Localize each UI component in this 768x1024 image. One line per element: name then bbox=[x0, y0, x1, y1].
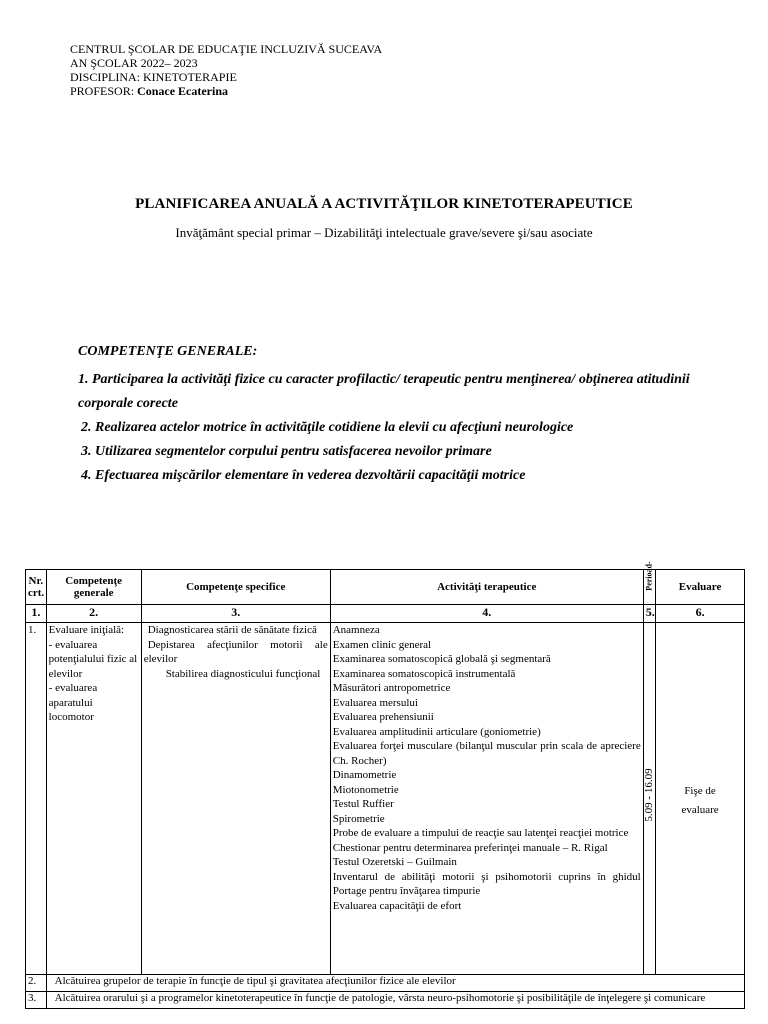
row-number: 3. bbox=[26, 992, 47, 1009]
competence-item: 3. Utilizarea segmentelor corpului pentru satisfacerea nevoilor primare bbox=[81, 444, 492, 459]
activities-cell bbox=[330, 623, 643, 975]
activity: Anamneza bbox=[332, 624, 380, 636]
specific-competence: Depistarea afecţiunilor motorii ale elevilor bbox=[143, 638, 328, 665]
header-specifice: Competenţe specifice bbox=[141, 570, 330, 605]
header-nr: Nr. crt. bbox=[26, 570, 47, 605]
activity: Evaluarea amplitudinii articulare (goniometrie) bbox=[332, 725, 541, 738]
document-title: PLANIFICAREA ANUALĂ A ACTIVITĂŢILOR KINETOTERAPEUTICE bbox=[135, 196, 633, 212]
evaluation-text: Fişe de bbox=[684, 785, 716, 797]
row-number: 1. bbox=[26, 623, 47, 975]
activity: Evaluarea capacităţii de efort bbox=[332, 899, 462, 912]
activity: Probe de evaluare a timpului de reacţie sau latenţei reacţiei motrice bbox=[332, 827, 629, 839]
activity: Dinamometrie bbox=[332, 769, 397, 781]
professor-name: Conace Ecaterina bbox=[137, 84, 229, 98]
school-name: CENTRUL ŞCOLAR DE EDUCAŢIE INCLUZIVĂ SUCEAVA bbox=[70, 42, 383, 56]
competence-item: 4. Efectuarea mişcărilor elementare în vederea dezvoltării capacităţii motrice bbox=[81, 468, 526, 483]
activity: Evaluarea prehensiunii bbox=[332, 711, 434, 723]
activity: Miotonometrie bbox=[332, 783, 399, 796]
activity: Examen clinic general bbox=[332, 638, 432, 651]
activity: Testul Ozeretski – Guilmain bbox=[332, 856, 457, 868]
professor bbox=[70, 84, 382, 98]
document-subtitle: Invăţământ special primar – Dizabilităţi intelectuale grave/severe şi/sau asociate bbox=[175, 225, 593, 240]
general-competence-line: - evaluarea potenţialului fizic al elevilor bbox=[48, 638, 138, 680]
row-number: 2. bbox=[26, 975, 47, 992]
column-number: 4. bbox=[330, 605, 643, 623]
activity: Testul Ruffier bbox=[332, 798, 394, 810]
activity: Examinarea somatoscopică globală şi segmentară bbox=[332, 653, 551, 665]
table-row bbox=[26, 992, 745, 1009]
table-row bbox=[26, 623, 745, 975]
planning-table bbox=[25, 561, 745, 1009]
evaluation-text: evaluare bbox=[681, 803, 719, 816]
period-cell bbox=[643, 623, 655, 975]
header-evaluare: Evaluare bbox=[656, 570, 745, 605]
activity: Examinarea somatoscopică instrumentală bbox=[332, 667, 516, 680]
activity: Măsurători antropometrice bbox=[332, 682, 451, 694]
period-value: 5.09 - 16.09 bbox=[643, 768, 656, 822]
specific-competence: Stabilirea diagnosticului funcţional bbox=[165, 667, 321, 680]
school-year: AN ŞCOLAR 2022– 2023 bbox=[70, 56, 198, 70]
activity: Evaluarea mersului bbox=[332, 696, 418, 709]
competence-item: 2. Realizarea actelor motrice în activităţile cotidiene la elevii cu afecţiuni neurologice bbox=[81, 420, 574, 435]
competence-item: 1. Participarea la activităţi fizice cu caracter profilactic/ terapeutic pentru menţinerea/ obţinerea atitudinii corporale corecte bbox=[78, 372, 690, 411]
general-competence-line: Evaluare iniţială: bbox=[48, 624, 125, 636]
table-header-row bbox=[26, 570, 745, 605]
column-number-row bbox=[26, 605, 745, 623]
header-perioada bbox=[643, 561, 655, 605]
header-generale: Competenţe generale bbox=[46, 570, 141, 605]
document-header bbox=[70, 42, 382, 98]
specific-competence-cell bbox=[141, 623, 330, 975]
activity: Spirometrie bbox=[332, 812, 385, 825]
column-number: 3. bbox=[141, 605, 330, 623]
activity: Chestionar pentru determinarea preferinţei manuale – R. Rigal bbox=[332, 841, 608, 854]
column-number: 5. bbox=[643, 605, 655, 623]
competences-heading: COMPETENŢE GENERALE: bbox=[78, 344, 258, 359]
column-number: 1. bbox=[26, 605, 47, 623]
activity: Evaluarea forţei musculare (bilanţul muscular prin scala de apreciere Ch. Rocher) bbox=[332, 740, 641, 767]
specific-competence: Diagnosticarea stării de sănătate fizică bbox=[147, 624, 317, 636]
row-text: Alcătuirea grupelor de terapie în funcţie de tipul şi gravitatea afecţiunilor fizice ale elevilor bbox=[46, 975, 744, 992]
column-number: 2. bbox=[46, 605, 141, 623]
header-perioada-text: Perioad- bbox=[644, 561, 654, 591]
table-row bbox=[26, 975, 745, 992]
evaluation-cell bbox=[656, 623, 745, 975]
discipline: DISCIPLINA: KINETOTERAPIE bbox=[70, 70, 237, 84]
column-number: 6. bbox=[656, 605, 745, 623]
professor-label: PROFESOR: bbox=[70, 84, 135, 98]
row-text: Alcătuirea orarului şi a programelor kinetoterapeutice în funcţie de patologie, vârsta neuro-psihomotorie şi posibilităţile de înţelegere şi comunicare bbox=[46, 992, 744, 1009]
activity: Inventarul de abilităţi motorii şi psihomotorii cuprins în ghidul Portage pentru învăţarea timpurie bbox=[332, 870, 641, 897]
general-competences bbox=[78, 340, 748, 488]
header-activitati: Activităţi terapeutice bbox=[330, 570, 643, 605]
general-competence-cell bbox=[46, 623, 141, 975]
general-competence-line: - evaluarea aparatului locomotor bbox=[48, 682, 98, 723]
